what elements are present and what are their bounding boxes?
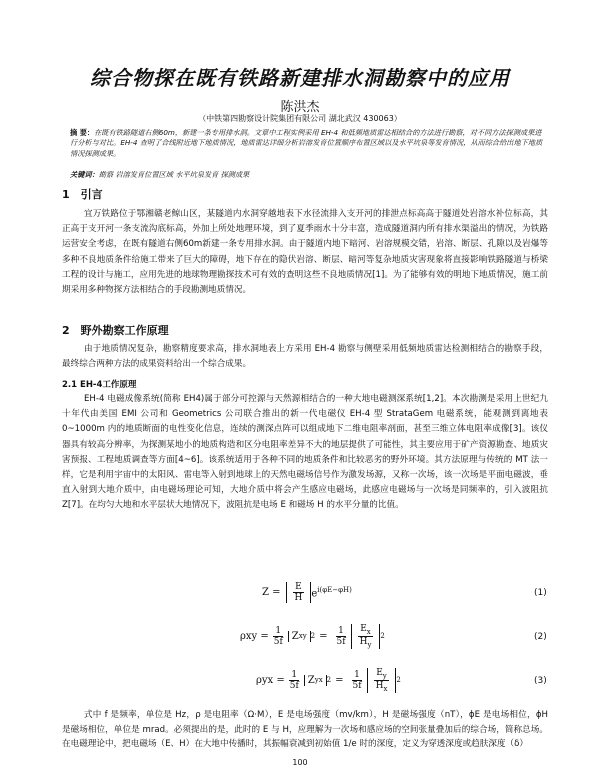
eq1-exponent: i(φE−φH) [317, 585, 352, 594]
author-affiliation: （中铁第四勘察设计院集团有限公司 湖北武汉 430063） [198, 114, 402, 123]
abstract-label: 摘 要： [70, 128, 95, 137]
page-number: 100 [292, 758, 308, 767]
eq1-lhs: Z = [262, 587, 281, 598]
section-1-body [62, 207, 548, 298]
equation-1: Z = $\frac{E}{H}$ $e^{i(\varphi E-\varphi H)}$ (1) [262, 582, 547, 603]
section-2-1-body [62, 392, 548, 514]
eq2-number: (2) [534, 632, 547, 642]
eq1-denominator: H [294, 593, 303, 603]
equation-2: ρxy = $\frac{1}{5f}$ Z xy 2 = $\frac{1}{5f}$ $\frac{E_x}{H_y}$ 2 (2) [240, 624, 547, 649]
eq1-number: (1) [534, 588, 547, 598]
section-1-heading: 1 引言 [62, 188, 103, 201]
equation-3: ρyx = $\frac{1}{5f}$ Z yx 2 = $\frac{1}{5f}$ $\frac{E_y}{H_x}$ 2 (3) [256, 668, 547, 693]
keywords-text: 勘察 岩溶发育位置区域 水平坑泉发育 探测成果 [98, 170, 250, 179]
keywords [70, 170, 548, 180]
section-2-body [62, 342, 548, 372]
section-2-heading: 2 野外勘察工作原理 [62, 324, 169, 337]
paper-title: 综合物探在既有铁路新建排水洞勘察中的应用 [90, 66, 510, 90]
eq3-lhs: ρyx = [256, 674, 285, 686]
abstract [70, 128, 548, 159]
abstract-text: 在既有铁路隧道右侧60m，新建一条专用排水洞。文章中工程实例采用 EH-4 和低频地质雷达相结合的方法进行勘察，对不同方法探测成果进行分析与对比。EH-4 查明了合线附近地下地质情况，地质雷达详细分析岩溶发育位置顺序布置区域以及水平坑泉等发育情况，从而综合给出地下地质情况探测成果。 [70, 128, 543, 158]
paragraph: 式中 f 是频率，单位是 Hz，ρ 是电阻率（Ω·M），E 是电场强度（mv/km），H 是磁场强度（nT），ϕE 是电场相位，ϕH 是磁场相位，单位是 mrad。必须提出的是，此时的 E 与 H，应理解为一次场和感应场的空间张量叠加后的综合场，简称总场。在电磁理论中，把电磁场（E、H）在大地中传播时，其振幅衰减到初始值 1/e 时的深度，定义为穿透深度或趋肤深度（δ） [62, 710, 548, 750]
eq3-number: (3) [534, 676, 547, 686]
eq1-numerator: E [295, 582, 302, 592]
eq2-lhs: ρxy = [240, 630, 269, 642]
equation-explanation [62, 708, 548, 752]
keywords-label: 关键词： [70, 170, 99, 179]
section-2-1-heading: 2.1 EH-4工作原理 [62, 380, 137, 390]
paragraph: EH-4 电磁成像系统(简称 EH4)属于部分可控源与天然源相结合的一种大地电磁测深系统[1,2]。本次勘测是采用上世纪九十年代由美国 EMI 公司和 Geometrics 公司联合推出的新一代电磁仪 EH-4 型 StrataGem 电磁系统，能观测到离地表 0~1000m 内的地质断面的电性变化信息，连续的测深点阵可以组成地下二维电阻率剖面，甚至三维立体电阻率成像[3]。该仪器具有较高分辨率，为探测某地小的地质构造和区分电阻率差异不大的地层提供了可能性，其主要应用于矿产资源勘查、地质灾害预报、工程地质调查等方面[4~6]。该系统适用于各种不同的地质条件和比较恶劣的野外环境。其方法原理与传统的 MT 法一样，它是利用宇宙中的太阳风、雷电等入射到地球上的天然电磁场信号作为激发场源，又称一次场，该一次场是平面电磁波，垂直入射到大地介质中，由电磁场理论可知，大地介质中将会产生感应电磁场，此感应电磁场与一次场是同频率的，引入波阻抗 Z[7]。在均匀大地和水平层状大地情况下，波阻抗是电场 E 和磁场 H 的水平分量的比值。 [62, 394, 548, 511]
paragraph: 由于地质情况复杂，勘察精度要求高，排水洞地表上方采用 EH-4 勘察与侧壁采用低频地质雷达检测相结合的勘察手段，最终综合两种方法的成果资料给出一个综合成果。 [62, 344, 548, 370]
author-name: 陈洪杰 [280, 100, 320, 115]
paragraph: 宜万铁路位于鄂湘赣老鲸山区，某隧道内水洞穿越地表下水径流排入支开河的排泄点标高高于隧道处岩溶水补位标高，其正高于支开河一条支流沟底标高，外加上所处地理环境，到了夏季雨水十分丰富，造成隧道洞内所有排水渠溢出的情况，为铁路运营安全考虑，在既有隧道右侧60m新建一条专用排水洞。由于隧道内地下暗河、岩溶规模交错，岩溶、断层、孔隙以及岩爆等多种不良地质条件给施工带来了巨大的障碍，地下存在的隐伏岩溶、断层、暗河等复杂地质灾害现象将直接影响铁路隧道与桥梁工程的设计与施工，应用先进的地球物理勘探技术可有效的查明这些不良地质情况[1]。为了能够有效的明地下地质情况，施工前期采用多种物探方法相结合的手段勘测地质情况。 [62, 209, 548, 296]
